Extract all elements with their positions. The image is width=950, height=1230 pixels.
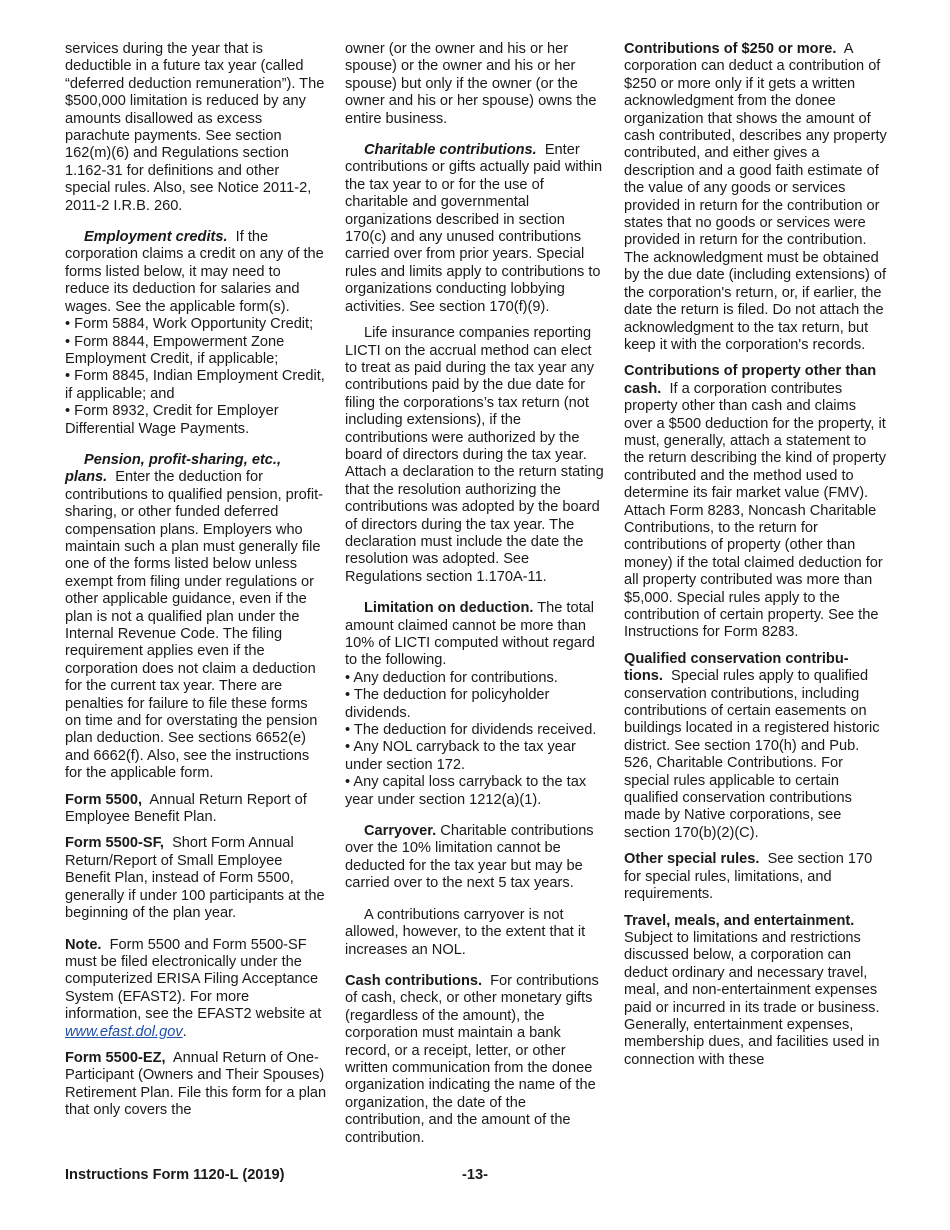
heading-note: Note. bbox=[65, 936, 102, 953]
section-travel-meals bbox=[624, 913, 887, 1070]
section-property-contributions bbox=[624, 363, 887, 642]
body-form-5500: Annual Return Report of Employee Benefit Plan. bbox=[65, 791, 307, 826]
body-charitable-contributions: Enter contributions or gifts actually paid within the tax year to or for the use of charitable and governmental organizations described in section 170(c) and any unused contributions carried over from prior years. Special rules and limits apply to contributions to organizations conducting lobbying activities. See section 170(f)(9). bbox=[345, 142, 603, 315]
body-note: Form 5500 and Form 5500-SF must be filed electronically under the computerized ERISA Filing Acceptance System (EFAST2). For more information, see the EFAST2 website at bbox=[65, 936, 322, 1023]
body-carryover: Charitable contributions over the 10% limitation cannot be deducted for the tax year but may be carried over to the next 5 tax years. bbox=[345, 823, 594, 892]
section-note bbox=[65, 937, 327, 1041]
heading-limitation: Limitation on deduction. bbox=[364, 600, 534, 617]
heading-form-5500: Form 5500, bbox=[65, 791, 143, 808]
note-end: . bbox=[182, 1023, 187, 1040]
efast-website-link[interactable]: www.efast.dol.gov bbox=[65, 1023, 183, 1040]
section-contributions-250 bbox=[624, 41, 887, 354]
heading-charitable-contributions: Charitable contributions. bbox=[364, 142, 537, 159]
body-travel-meals: Subject to limitations and restrictions discussed below, a corporation can deduct ordinary and necessary travel, meal, and non-entertainment expenses paid or incurred in its trade or business. Generally, entertainment expenses, membership dues, and facilities used in connection with these bbox=[624, 929, 880, 1068]
body-conservation-contributions: Special rules apply to qualified conservation contributions, including contributions of certain easements on buildings located in a registered historic district. See section 170(h) and Pub. 526, Charitable Contributions. For special rules applicable to certain qualified conservation contributions made by Native corporations, see section 170(b)(2)(C). bbox=[624, 668, 880, 841]
paragraph-deferred-remuneration: services during the year that is deductible in a future tax year (called “deferred deduction remuneration”). The $500,000 limitation is reduced by any amounts disallowed as excess parachute payments. See section 162(m)(6) and Regulations section 1.162-31 for definitions and other special rules. Also, see Notice 2011-2, 2011-2 I.R.B. 260. bbox=[65, 41, 325, 214]
section-form-5500-sf bbox=[65, 835, 327, 922]
heading-other-special-rules: Other special rules. bbox=[624, 851, 760, 868]
body-contributions-250: A corporation can deduct a contribution of $250 or more only if it gets a written acknowledgment from the donee organization that shows the amount of cash contributed, describes any property contributed, and either gives a description and a good faith estimate of the value of any goods or services provided in return for the contribution or states that no goods or services were provided in return for the contribution. The acknowledgment must be obtained by the due date (including extensions) of the corporation's return, or, if earlier, the date the return is filed. Do not attach the acknowledgment to the tax return, but keep it with the corporation's records. bbox=[624, 41, 887, 353]
section-carryover bbox=[345, 823, 607, 893]
section-form-5500 bbox=[65, 792, 327, 827]
heading-employment-credits: Employment credits. bbox=[84, 229, 228, 246]
heading-cash-contributions: Cash contributions. bbox=[345, 972, 483, 989]
body-employment-credits: If the corporation claims a credit on any of the forms listed below, it may need to reduce its deduction for salaries and wages. See the applicable form(s). bbox=[65, 229, 324, 315]
paragraph-life-insurance: Life insurance companies reporting LICTI on the accrual method can elect to treat as paid during the tax year any contributions paid by the due date for filing the corporations’s tax return (not including extensions), if the contributions were authorized by the board of directors during the tax year. Attach a declaration to the return stating that the resolution authorizing the contributions was adopted by the board of directors during the tax year. The declaration must include the date the resolution was adopted. See Regulations section 1.170A-11. bbox=[345, 325, 604, 585]
column-2 bbox=[345, 41, 607, 1147]
heading-travel-meals: Travel, meals, and entertainment. bbox=[624, 912, 855, 929]
body-property-contributions: If a corporation contributes property other than cash and claims over a $500 deduction for the property, it must, generally, attach a statement to the return describing the kind of property contributed and the method used to determine its fair market value (FMV). Attach Form 8283, Noncash Charitable Contributions, to the return for contributions of property (other than money) if the total claimed deduction for all property contributed was more than $5,000. Special rules apply to the contribution of certain property. See the Instructions for Form 8283. bbox=[624, 380, 887, 641]
section-conservation-contributions bbox=[624, 651, 887, 842]
list-item: • Any capital loss carryback to the tax year under section 1212(a)(1). bbox=[345, 774, 587, 808]
section-other-special-rules bbox=[624, 851, 887, 903]
paragraph-carryover-nol: A contributions carryover is not allowed, however, to the extent that it increases an NOL. bbox=[345, 906, 586, 958]
body-cash-contributions: For contributions of cash, check, or other monetary gifts (regardless of the amount), the corporation must maintain a bank record, or a receipt, letter, or other written communication from the donee organization indicating the name of the organization, the date of the contribution, and the amount of the contribution. bbox=[345, 972, 599, 1146]
paragraph-owner-business: owner (or the owner and his or her spouse) or the owner and his or her spouse) but only if the owner (or the owner and his or her spouse) owns the entire business. bbox=[345, 41, 597, 127]
footer-form-title: Instructions Form 1120-L (2019) bbox=[65, 1167, 285, 1183]
list-item: • Form 8845, Indian Employment Credit, if applicable; and bbox=[65, 368, 325, 402]
heading-contributions-250: Contributions of $250 or more. bbox=[624, 41, 837, 57]
body-limitation: The total amount claimed cannot be more than 10% of LICTI computed without regard to the following. bbox=[345, 600, 595, 669]
page-number: -13- bbox=[462, 1167, 488, 1183]
column-1 bbox=[65, 41, 327, 1120]
section-limitation bbox=[345, 600, 607, 670]
section-form-5500-ez bbox=[65, 1050, 327, 1120]
column-3 bbox=[624, 41, 887, 1069]
section-charitable-contributions bbox=[345, 142, 607, 316]
heading-property-contributions: Contributions of property other than cash. bbox=[624, 363, 877, 397]
section-pension-plans bbox=[65, 452, 327, 783]
heading-form-5500-sf: Form 5500-SF, bbox=[65, 835, 164, 852]
list-item: • The deduction for dividends received. bbox=[345, 722, 597, 739]
list-item: • The deduction for policyholder dividends. bbox=[345, 687, 550, 721]
list-item: • Form 8844, Empowerment Zone Employment Credit, if applicable; bbox=[65, 333, 285, 367]
section-cash-contributions bbox=[345, 973, 607, 1147]
body-form-5500-ez: Annual Return of One-Participant (Owners and Their Spouses) Retirement Plan. File this form for a plan that only covers the bbox=[65, 1049, 327, 1119]
list-item: • Any NOL carryback to the tax year under section 172. bbox=[345, 739, 576, 773]
section-employment-credits bbox=[65, 229, 327, 316]
heading-pension-plans: Pension, profit-sharing, etc., plans. bbox=[65, 451, 282, 486]
body-other-special-rules: See section 170 for special rules, limitations, and requirements. bbox=[624, 851, 873, 903]
list-item: • Any deduction for contributions. bbox=[345, 669, 558, 686]
heading-form-5500-ez: Form 5500-EZ, bbox=[65, 1049, 166, 1066]
list-item: • Form 5884, Work Opportunity Credit; bbox=[65, 316, 314, 333]
heading-conservation-contributions: Qualified conservation contribu- tions. bbox=[624, 650, 849, 685]
body-form-5500-sf: Short Form Annual Return/Report of Small Employee Benefit Plan, instead of Form 5500, generally if under 100 participants at the beginning of the plan year. bbox=[65, 835, 325, 922]
list-item: • Form 8932, Credit for Employer Differential Wage Payments. bbox=[65, 403, 279, 437]
body-pension-plans: Enter the deduction for contributions to qualified pension, profit-sharing, or other funded deferred compensation plans. Employers who maintain such a plan must generally file one of the forms listed below unless exempt from filing under regulations or other applicable guidance, even if the plan is not a qualified plan under the Internal Revenue Code. The filing requirement applies even if the corporation does not claim a deduction for the current tax year. There are penalties for failure to file these forms on time and for overstating the pension plan deduction. See sections 6652(e) and 6662(f). Also, see the instructions for the applicable form. bbox=[65, 469, 323, 782]
heading-carryover: Carryover. bbox=[364, 823, 437, 840]
